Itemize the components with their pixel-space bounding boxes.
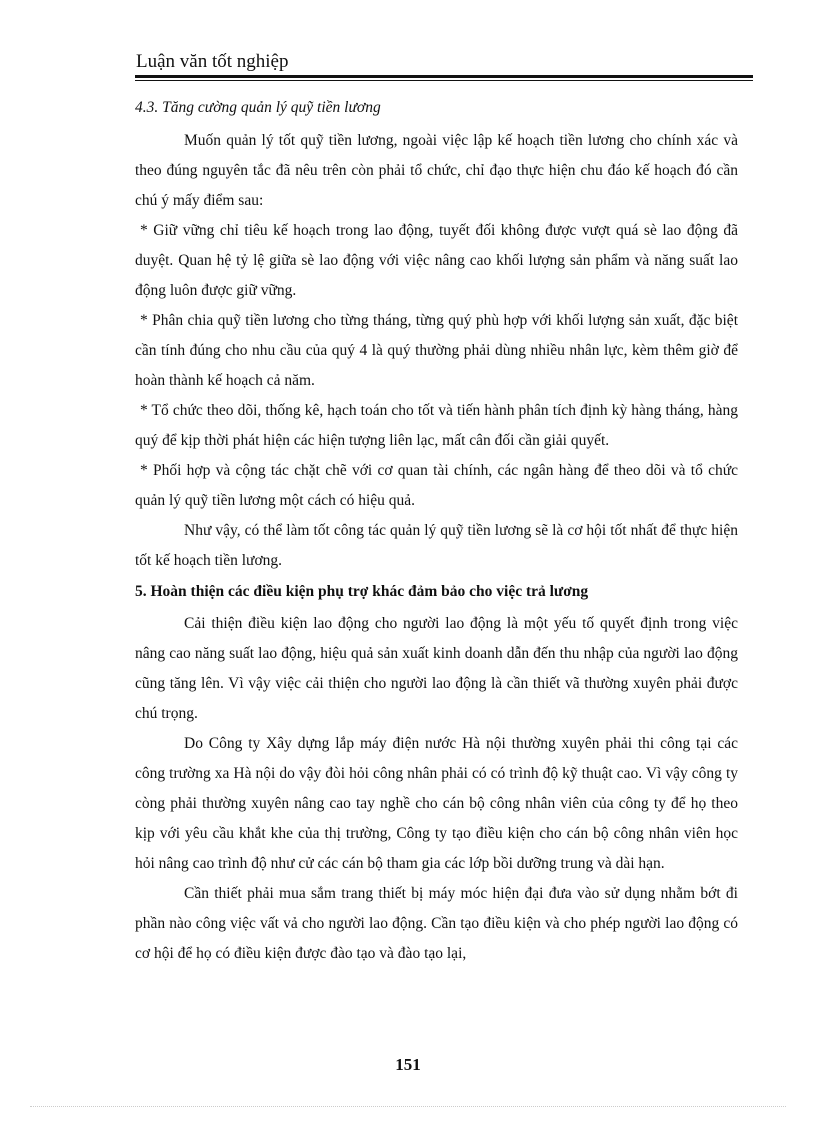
bullet-item: * Tổ chức theo dõi, thống kê, hạch toán cho tốt và tiến hành phân tích định kỳ hàng tháng, hàng quý để kịp thời phát hiện các hiện tượng liên lạc, mất cân đối cần giải quyết.: [135, 402, 738, 449]
bullet-item: * Giữ vững chỉ tiêu kế hoạch trong lao động, tuyết đối không được vượt quá sè lao động đã duyệt. Quan hệ tỷ lệ giữa sè lao động với việc nâng cao khối lượng sản phẩm và năng suất lao động luôn được giữ vững.: [135, 222, 738, 299]
page-number: 151: [395, 1055, 421, 1074]
section-4-3-heading: 4.3. Tăng cường quản lý quỹ tiền lương: [135, 99, 381, 116]
bullet-item: * Phân chia quỹ tiền lương cho từng tháng, từng quý phù hợp với khối lượng sản xuất, đặc biệt cần tính đúng cho nhu cầu của quý 4 là quý thường phải dùng nhiều nhân lực, kèm thêm giờ để hoàn thành kế hoạch cả năm.: [135, 312, 738, 389]
section-5-paragraph: Cải thiện điều kiện lao động cho người lao động là một yếu tố quyết định trong việc nâng cao năng suất lao động, hiệu quả sản xuất kinh doanh dẫn đến thu nhập của người lao động cũng tăng lên. Vì vậy việc cải thiện cho người lao động là cần thiết vã thường xuyên phải được chú trọng.: [135, 615, 738, 722]
section-4-3-conclusion: Như vậy, có thể làm tốt công tác quản lý quỹ tiền lương sẽ là cơ hội tốt nhất để thực hiện tốt kế hoạch tiền lương.: [135, 522, 738, 569]
section-5-paragraph: Cần thiết phải mua sắm trang thiết bị máy móc hiện đại đưa vào sử dụng nhằm bớt đi phần nào công việc vất vả cho người lao động. Cần tạo điều kiện và cho phép người lao động có cơ hội để họ có điều kiện được đào tạo và đào tạo lại,: [135, 885, 738, 962]
header-rule-thick: [135, 75, 753, 78]
header-title: Luận văn tốt nghiệp: [136, 51, 289, 72]
section-4-3-intro: Muốn quản lý tốt quỹ tiền lương, ngoài việc lập kế hoạch tiền lương cho chính xác và theo đúng nguyên tắc đã nêu trên còn phải tổ chức, chỉ đạo thực hiện chu đáo kế hoạch đó cần chú ý mấy điểm sau:: [135, 132, 738, 209]
header-rule-thin: [135, 80, 753, 81]
section-5-heading: 5. Hoàn thiện các điều kiện phụ trợ khác đảm bảo cho việc trả lương: [135, 583, 589, 600]
page-header: [135, 50, 753, 81]
bullet-item: * Phối hợp và cộng tác chặt chẽ với cơ quan tài chính, các ngân hàng để theo dõi và tổ chức quản lý quỹ tiền lương một cách có hiệu quả.: [135, 462, 738, 509]
page-bottom-divider: [30, 1106, 786, 1107]
document-body: [135, 96, 738, 969]
section-5-paragraph: Do Công ty Xây dựng lắp máy điện nước Hà nội thường xuyên phải thi công tại các công trường xa Hà nội do vậy đòi hỏi công nhân phải có có trình độ kỹ thuật cao. Vì vậy công ty còng phải thường xuyên nâng cao tay nghề cho cán bộ công nhân viên của công ty để họ theo kịp với yêu cầu khắt khe của thị trường, Công ty tạo điều kiện cho cán bộ công nhân viên học hỏi nâng cao trình độ như cử các cán bộ tham gia các lớp bồi dưỡng trung và dài hạn.: [135, 735, 738, 872]
